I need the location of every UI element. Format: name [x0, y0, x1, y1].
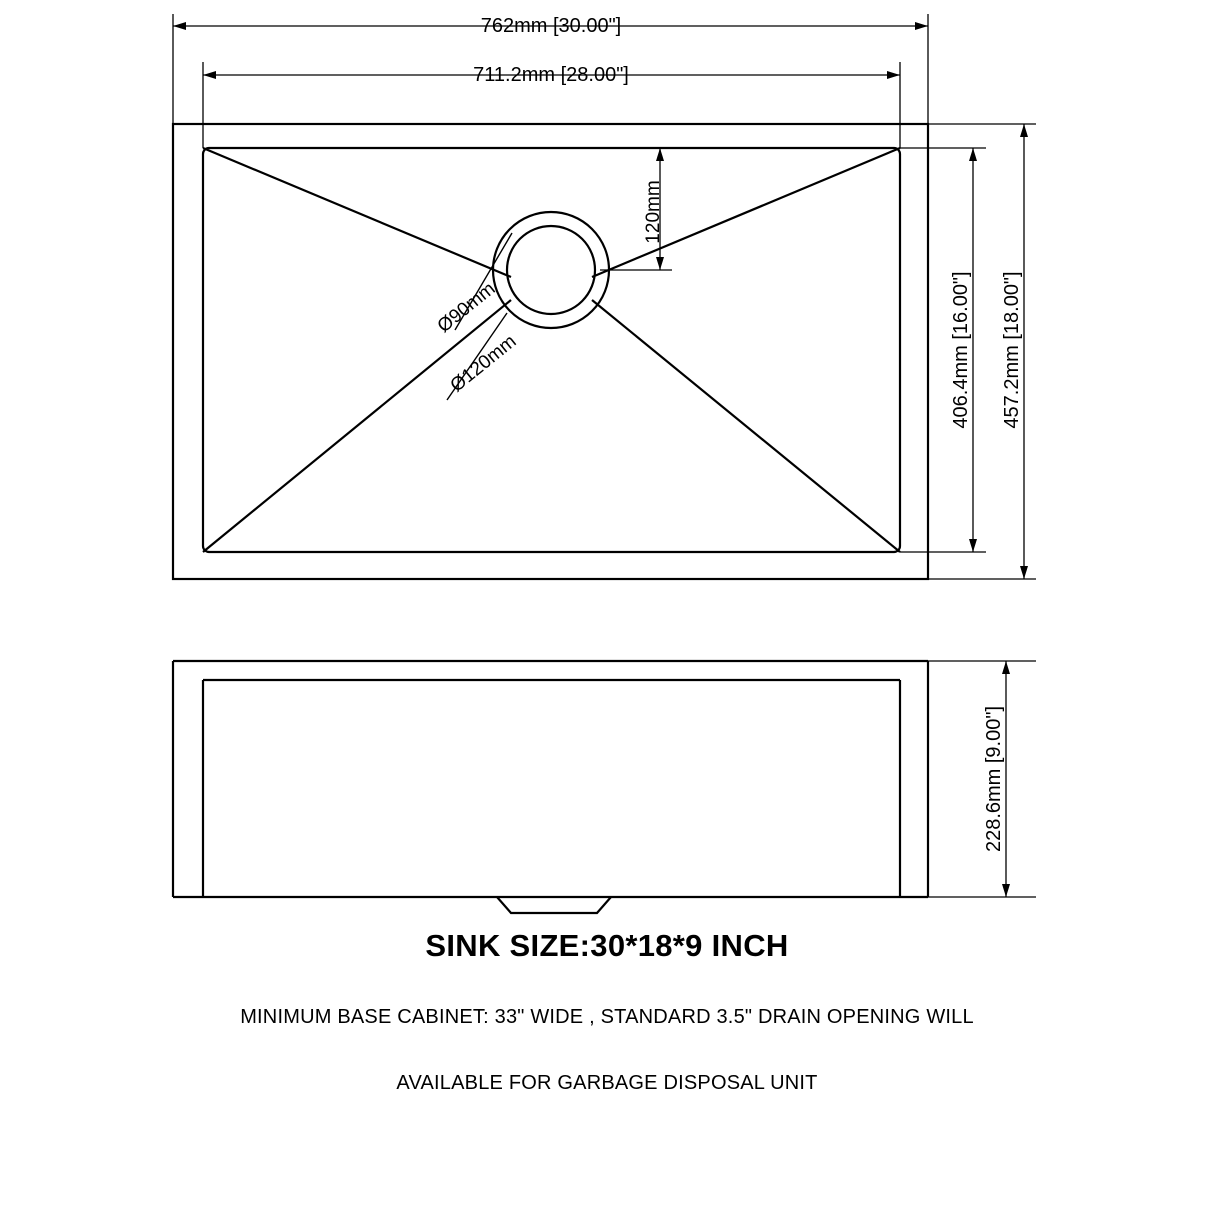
arrow-top-406 [969, 148, 977, 161]
arrow-bottom-120 [656, 257, 664, 270]
bowl-slope-line-tl [203, 148, 511, 277]
arrow-top-228 [1002, 661, 1010, 674]
arrow-bottom-406 [969, 539, 977, 552]
label-inner-width: 711.2mm [28.00"] [473, 64, 629, 86]
arrow-top-120 [656, 148, 664, 161]
arrow-top-457 [1020, 124, 1028, 137]
label-overall-depth: 457.2mm [18.00"] [1001, 271, 1023, 429]
bowl-slope-line-br [592, 300, 900, 552]
drain-outlet-profile [497, 897, 611, 913]
sink-size-title: SINK SIZE:30*18*9 INCH [425, 928, 789, 963]
cabinet-note-line-1: MINIMUM BASE CABINET: 33" WIDE , STANDARD 3.5" DRAIN OPENING WILL [240, 1006, 974, 1028]
sink-outer-rim [173, 124, 928, 579]
arrow-left-711 [203, 71, 216, 79]
cabinet-note-line-2: AVAILABLE FOR GARBAGE DISPOSAL UNIT [396, 1072, 818, 1094]
drain-outer-circle [493, 212, 609, 328]
arrow-right-711 [887, 71, 900, 79]
dim-inner-depth [900, 148, 986, 552]
label-height: 228.6mm [9.00"] [983, 705, 1005, 853]
top-view [173, 124, 928, 579]
dim-height [928, 661, 1036, 897]
label-drain-outer-diameter: Ø120mm [446, 330, 521, 397]
bowl-slope-line-bl [203, 300, 511, 552]
label-inner-depth: 406.4mm [16.00"] [950, 271, 972, 429]
drain-inner-circle [507, 226, 595, 314]
arrow-bottom-228 [1002, 884, 1010, 897]
bowl-slope-line-tr [592, 148, 900, 277]
sink-inner-bowl [203, 148, 900, 552]
front-view [173, 661, 928, 913]
label-overall-width: 762mm [30.00"] [480, 15, 622, 37]
arrow-right-762 [915, 22, 928, 30]
label-drain-offset: 120mm [643, 180, 664, 244]
label-drain-inner-diameter: Ø90mm [433, 278, 500, 338]
arrow-bottom-457 [1020, 566, 1028, 579]
arrow-left-762 [173, 22, 186, 30]
